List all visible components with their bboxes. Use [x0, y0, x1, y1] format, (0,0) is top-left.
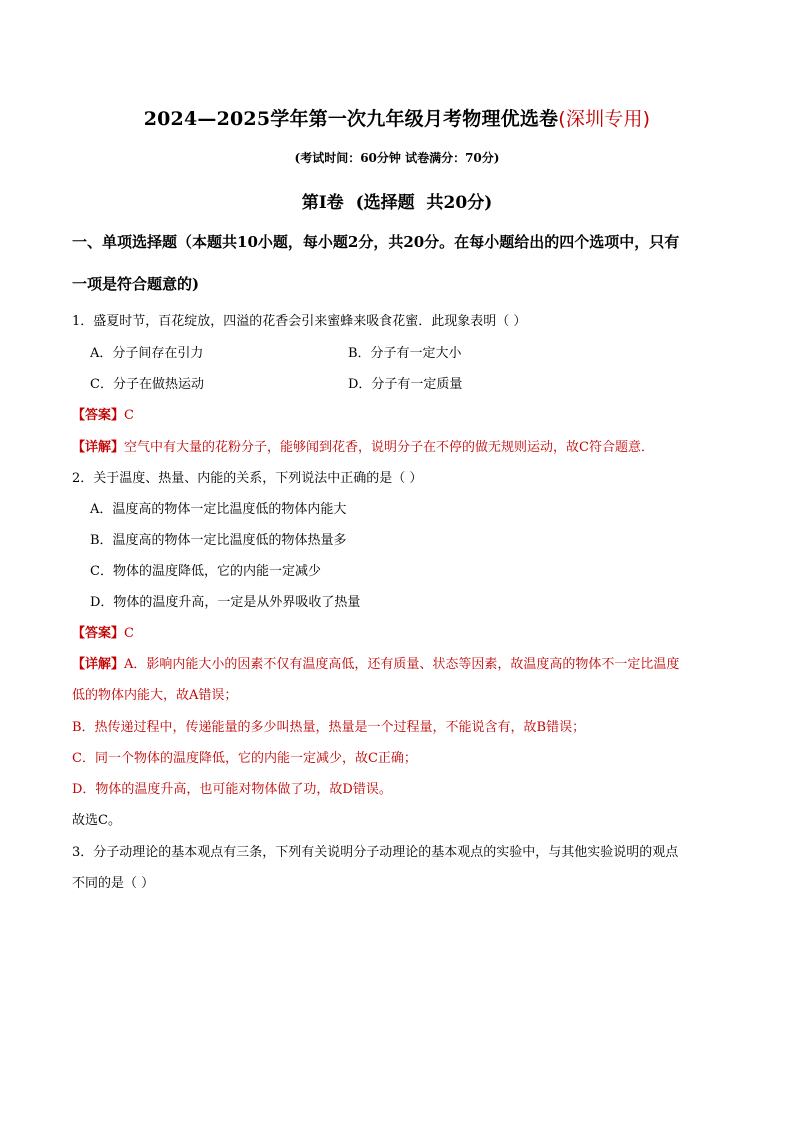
exam-subtitle: (考试时间：60分钟 试卷满分：70分): [294, 151, 500, 165]
question-2-option-c: C．物体的温度降低，它的内能一定减少: [90, 564, 321, 579]
detail-text: 空气中有大量的花粉分子，能够闻到花香，说明分子在不停的做无规则运动，故C符合题意．: [124, 440, 654, 455]
question-2-option-d: D．物体的温度升高，一定是从外界吸收了热量: [90, 595, 361, 610]
question-1-option-a: A．分子间存在引力: [90, 346, 204, 361]
section-heading-line2: 一项是符合题意的): [72, 275, 200, 293]
question-2-answer: [72, 622, 134, 641]
question-2-detail-line4: C．同一个物体的温度降低，它的内能一定减少，故C正确；: [72, 751, 417, 766]
question-1-stem: 1．盛夏时节，百花绽放，四溢的花香会引来蜜蜂来吸食花蜜．此现象表明（ ）: [72, 314, 527, 329]
answer-value: C: [124, 626, 134, 641]
question-3-stem-line2: 不同的是（ ）: [72, 876, 155, 891]
exam-title: [0, 104, 794, 131]
detail-tag: 【详解】: [72, 440, 125, 455]
question-2-stem: 2．关于温度、热量、内能的关系，下列说法中正确的是（ ）: [72, 471, 423, 486]
question-2-detail-line3: B．热传递过程中，传递能量的多少叫热量，热量是一个过程量，不能说含有，故B错误；: [72, 720, 586, 735]
question-1-option-c: C．分子在做热运动: [90, 377, 204, 392]
question-2-option-a: A．温度高的物体一定比温度低的物体内能大: [90, 502, 347, 517]
question-1-option-b: B．分子有一定大小: [348, 346, 462, 361]
question-3-stem-line1: 3．分子动理论的基本观点有三条，下列有关说明分子动理论的基本观点的实验中，与其他实验说明的观点: [72, 845, 679, 860]
section-heading-line1: 一、单项选择题（本题共10小题，每小题2分，共20分。在每小题给出的四个选项中，只有: [72, 233, 680, 251]
question-2-option-b: B．温度高的物体一定比温度低的物体热量多: [90, 533, 347, 548]
answer-tag: 【答案】: [72, 408, 125, 423]
question-1-answer: [72, 404, 134, 423]
question-2-detail-line2: 低的物体内能大，故A错误；: [72, 688, 238, 703]
question-2-conclusion: 故选C。: [72, 813, 121, 828]
question-2-detail: [72, 653, 679, 672]
detail-text-line1: A．影响内能大小的因素不仅有温度高低，还有质量、状态等因素，故温度高的物体不一定比温度: [124, 657, 680, 672]
detail-tag: 【详解】: [72, 657, 125, 672]
question-1-detail: [72, 436, 654, 455]
exam-title-region-tag: (深圳专用): [558, 108, 651, 130]
question-2-detail-line5: D．物体的温度升高，也可能对物体做了功，故D错误。: [72, 782, 392, 797]
question-1-option-d: D．分子有一定质量: [348, 377, 463, 392]
answer-tag: 【答案】: [72, 626, 125, 641]
part-title: 第Ⅰ卷 (选择题 共20分): [301, 193, 493, 213]
exam-title-main: 2024—2025学年第一次九年级月考物理优选卷: [143, 108, 559, 130]
answer-value: C: [124, 408, 134, 423]
